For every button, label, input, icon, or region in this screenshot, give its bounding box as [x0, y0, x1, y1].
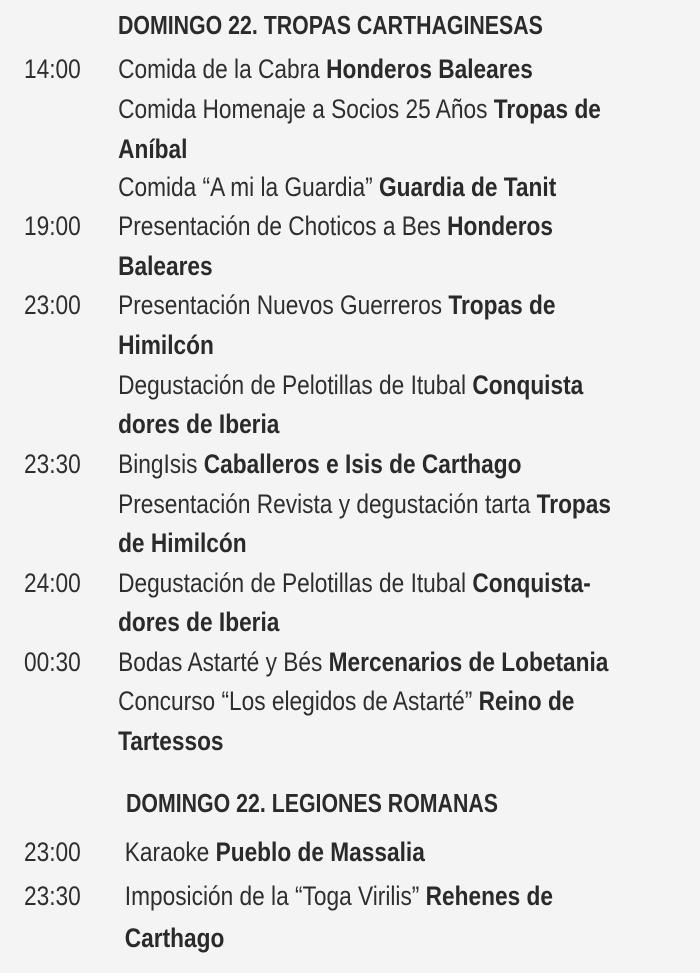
event-description: [125, 876, 553, 916]
event-description: [118, 246, 213, 286]
event-title: Karaoke: [124, 837, 216, 867]
event-organizer: de Himilcón: [118, 528, 247, 558]
event-organizer: Pueblo de Massalia: [215, 837, 425, 867]
section-heading: DOMINGO 22. TROPAS CARTHAGINESAS: [118, 10, 543, 40]
event-description: [125, 918, 225, 958]
event-description: [118, 285, 555, 325]
event-organizer: Aníbal: [118, 134, 188, 164]
event-organizer: dores de Iberia: [118, 409, 280, 439]
event-title: Presentación Nuevos Guerreros: [118, 290, 449, 320]
event-title: BingIsis: [118, 449, 204, 479]
event-title: Comida de la Cabra: [118, 54, 327, 84]
event-organizer: Rehenes de: [425, 881, 553, 911]
event-description: [118, 563, 591, 603]
event-organizer: Baleares: [118, 251, 213, 281]
event-organizer: Mercenarios de Lobetania: [328, 647, 609, 677]
event-organizer: Tartessos: [118, 726, 224, 756]
event-description: [118, 484, 611, 524]
event-organizer: Caballeros e Isis de Carthago: [203, 449, 522, 479]
event-title: Comida “A mi la Guardia”: [118, 172, 379, 202]
event-title: Concurso “Los elegidos de Astarté”: [118, 686, 479, 716]
event-time: 23:30: [24, 449, 81, 479]
event-time: 23:00: [24, 837, 81, 867]
event-organizer: Tropas de: [493, 94, 601, 124]
event-organizer: Honderos: [447, 211, 553, 241]
event-title: Imposición de la “Toga Virilis”: [124, 881, 426, 911]
event-organizer: Tropas de: [448, 290, 556, 320]
event-title: Bodas Astarté y Bés: [118, 647, 329, 677]
event-description: [118, 523, 247, 563]
event-title: Degustación de Pelotillas de Itubal: [118, 370, 473, 400]
event-organizer: Conquista: [472, 370, 584, 400]
event-time: 23:00: [24, 290, 81, 320]
event-description: [118, 129, 187, 169]
event-description: [118, 444, 521, 484]
event-description: [118, 89, 601, 129]
event-description: [118, 602, 279, 642]
event-description: [118, 365, 583, 405]
event-title: Presentación de Choticos a Bes: [118, 211, 448, 241]
event-description: [118, 206, 553, 246]
event-time: 23:30: [24, 881, 81, 911]
event-title: Presentación Revista y degustación tarta: [118, 489, 537, 519]
section-heading: DOMINGO 22. LEGIONES ROMANAS: [126, 788, 498, 818]
event-organizer: Guardia de Tanit: [378, 172, 557, 202]
event-time: 14:00: [24, 54, 81, 84]
event-organizer: Conquista-: [472, 568, 591, 598]
event-organizer: Tropas: [536, 489, 612, 519]
event-title: Comida Homenaje a Socios 25 Años: [118, 94, 494, 124]
event-organizer: Carthago: [124, 923, 225, 953]
event-description: [118, 167, 556, 207]
event-description: [125, 832, 425, 872]
event-description: [118, 681, 574, 721]
event-title: Degustación de Pelotillas de Itubal: [118, 568, 473, 598]
event-time: 19:00: [24, 211, 81, 241]
event-organizer: dores de Iberia: [118, 607, 280, 637]
event-description: [118, 642, 608, 682]
event-organizer: Honderos Baleares: [326, 54, 533, 84]
event-description: [118, 49, 533, 89]
event-organizer: Himilcón: [118, 330, 214, 360]
event-description: [118, 404, 279, 444]
event-description: [118, 721, 223, 761]
event-time: 00:30: [24, 647, 81, 677]
event-description: [118, 325, 214, 365]
event-time: 24:00: [24, 568, 81, 598]
event-organizer: Reino de: [478, 686, 575, 716]
